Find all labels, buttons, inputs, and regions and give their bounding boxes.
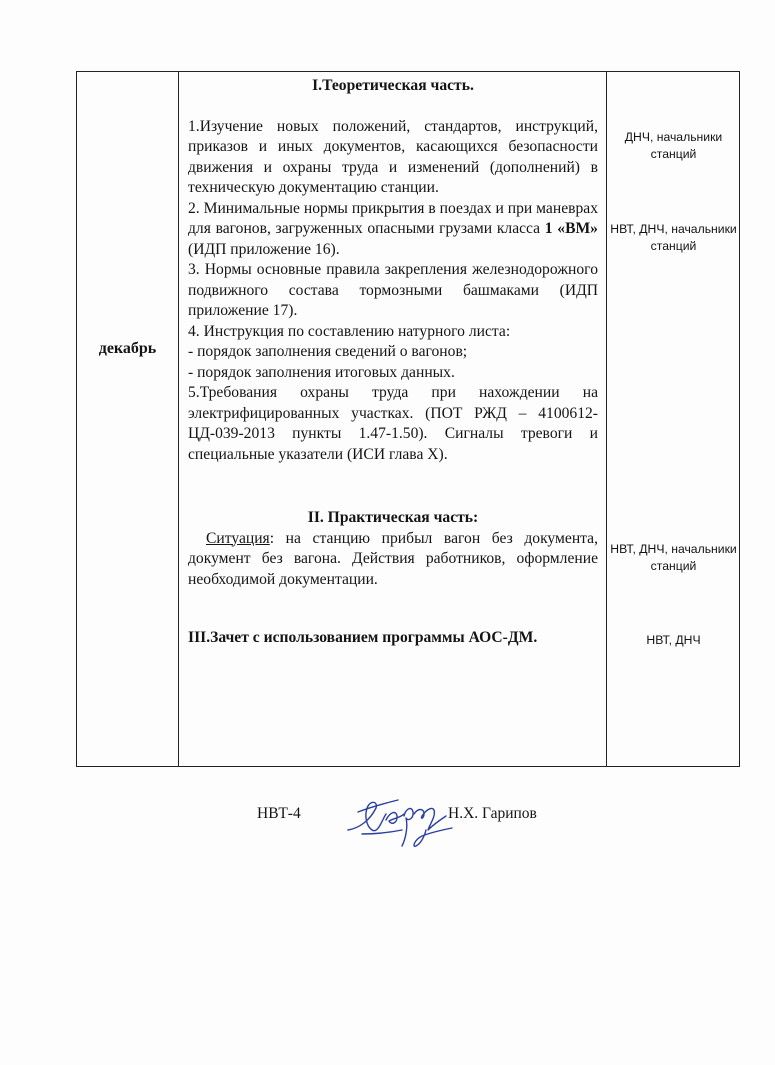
column-divider-1 — [178, 72, 179, 766]
plan-table — [76, 71, 740, 767]
handwritten-signature — [342, 790, 458, 852]
responsible-1: ДНЧ, начальники станций — [624, 130, 723, 161]
theory-item-5: 5.Требования охраны труда при нахождении на электрифицированных участках. (ПОТ РЖД – 4100612-ЦД-039-2013 пункты 1.47-1.50). Сигналы тревоги и специальные указатели (ИСИ глава Х). — [188, 384, 598, 463]
practice-heading: II. Практическая часть: — [307, 509, 479, 526]
theory-item-2-class: 1 «ВМ» — [544, 220, 598, 237]
theory-item-4b: - порядок заполнения итоговых данных. — [188, 363, 455, 381]
test-heading: III.Зачет с использованием программы АОС-ДМ. — [188, 629, 538, 646]
signer-position: НВТ-4 — [257, 805, 301, 822]
responsible-3: НВТ, ДНЧ, начальники станций — [610, 542, 737, 573]
theory-heading: I.Теоретическая часть. — [312, 77, 474, 94]
responsible-4: НВТ, ДНЧ — [646, 633, 701, 647]
situation-text: : на станцию прибыл вагон без документа, документ без вагона. Действия работников, оформление необходимой документации. — [188, 529, 598, 588]
theory-item-2 — [188, 199, 598, 261]
situation-label: Ситуация — [206, 529, 270, 547]
column-divider-2 — [606, 72, 607, 766]
theory-item-2-text: 2. Минимальные нормы прикрытия в поездах и при маневрах для вагонов, загруженных опасными грузами класса — [188, 199, 598, 237]
signer-name: Н.Х. Гарипов — [448, 805, 537, 822]
content-cell — [188, 72, 598, 649]
theory-item-1: 1.Изучение новых положений, стандартов, инструкций, приказов и иных документов, касающихся безопасности движения и охраны труда и изменений (дополнений) в техническую документацию станции. — [188, 117, 598, 196]
theory-item-4a: - порядок заполнения сведений о вагонов; — [188, 343, 468, 360]
practice-situation — [188, 529, 598, 591]
month-cell: декабрь — [98, 340, 157, 357]
responsible-2: НВТ, ДНЧ, начальники станций — [610, 222, 737, 253]
theory-item-2-ref: (ИДП приложение 16). — [188, 240, 340, 258]
theory-item-4: 4. Инструкция по составлению натурного листа: — [188, 322, 511, 340]
theory-item-3: 3. Нормы основные правила закрепления железнодорожного подвижного состава тормозными башмаками (ИДП приложение 17). — [188, 261, 598, 319]
